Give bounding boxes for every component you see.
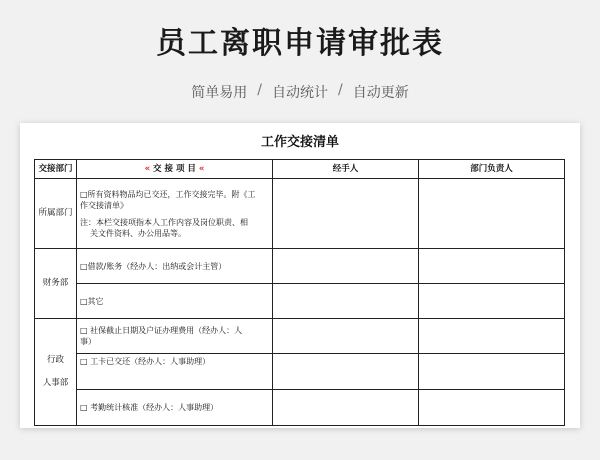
item-cell: □ 工卡已交还（经办人：人事助理） bbox=[77, 354, 273, 390]
manager-signature-cell[interactable] bbox=[419, 284, 565, 319]
handover-table bbox=[34, 159, 565, 426]
manager-signature-cell[interactable] bbox=[419, 319, 565, 354]
subtitle-item: 自动统计 bbox=[272, 85, 328, 101]
manager-signature-cell[interactable] bbox=[419, 354, 565, 390]
manager-signature-cell[interactable] bbox=[419, 249, 565, 284]
item-text: □ 社保截止日期及户证办理费用（经办人：人 bbox=[80, 326, 243, 335]
handler-signature-cell[interactable] bbox=[273, 319, 419, 354]
table-row bbox=[35, 319, 565, 354]
item-cell: □其它 bbox=[77, 284, 273, 319]
dept-label: 行政 bbox=[46, 355, 64, 365]
page-subtitle bbox=[0, 82, 600, 102]
page-title: 员工离职申请审批表 bbox=[156, 26, 444, 61]
handler-signature-cell[interactable] bbox=[273, 354, 419, 390]
subtitle-item: 简单易用 bbox=[191, 85, 248, 101]
header-manager: 部门负责人 bbox=[419, 160, 565, 179]
item-cell: □ 考勤统计核准（经办人：人事助理） bbox=[77, 390, 273, 426]
header-dept: 交接部门 bbox=[35, 160, 77, 179]
manager-signature-cell[interactable] bbox=[419, 179, 565, 249]
item-text: 事） bbox=[80, 337, 96, 346]
handler-signature-cell[interactable] bbox=[273, 249, 419, 284]
table-row bbox=[35, 354, 565, 390]
table-row bbox=[35, 249, 565, 284]
sheet-title: 工作交接清单 bbox=[260, 135, 339, 150]
table-row bbox=[35, 284, 565, 319]
subtitle-separator: / bbox=[257, 82, 262, 98]
table-row bbox=[35, 390, 565, 426]
dept-cell: 所属部门 bbox=[35, 179, 77, 249]
subtitle-item: 自动更新 bbox=[352, 85, 409, 101]
note-text: 关文件资料、办公用品等。 bbox=[90, 228, 186, 238]
manager-signature-cell[interactable] bbox=[419, 390, 565, 426]
red-marker-icon: « bbox=[144, 163, 151, 174]
red-marker-icon: « bbox=[198, 163, 205, 174]
handler-signature-cell[interactable] bbox=[273, 179, 419, 249]
item-text: □所有资料物品均已交还，工作交接完毕。附《工 bbox=[80, 189, 256, 199]
header-items bbox=[77, 160, 273, 179]
subtitle-separator: / bbox=[338, 82, 343, 98]
header-row bbox=[35, 160, 565, 179]
handler-signature-cell[interactable] bbox=[273, 284, 419, 319]
handover-sheet bbox=[20, 123, 580, 428]
dept-cell: 财务部 bbox=[35, 249, 77, 319]
table-row bbox=[35, 179, 565, 249]
item-cell: □借款/账务（经办人：出纳或会计主管） bbox=[77, 249, 273, 284]
dept-label: 人事部 bbox=[42, 378, 69, 388]
item-text: 作交接清单》 bbox=[80, 200, 128, 210]
item-cell bbox=[77, 319, 273, 354]
note-text: 注：本栏交接项指本人工作内容及岗位职责、相 bbox=[80, 217, 248, 227]
header-items-label: 交 接 项 目 bbox=[153, 163, 196, 174]
dept-cell bbox=[35, 319, 77, 426]
item-cell bbox=[77, 179, 273, 249]
header-handler: 经手人 bbox=[273, 160, 419, 179]
handler-signature-cell[interactable] bbox=[273, 390, 419, 426]
